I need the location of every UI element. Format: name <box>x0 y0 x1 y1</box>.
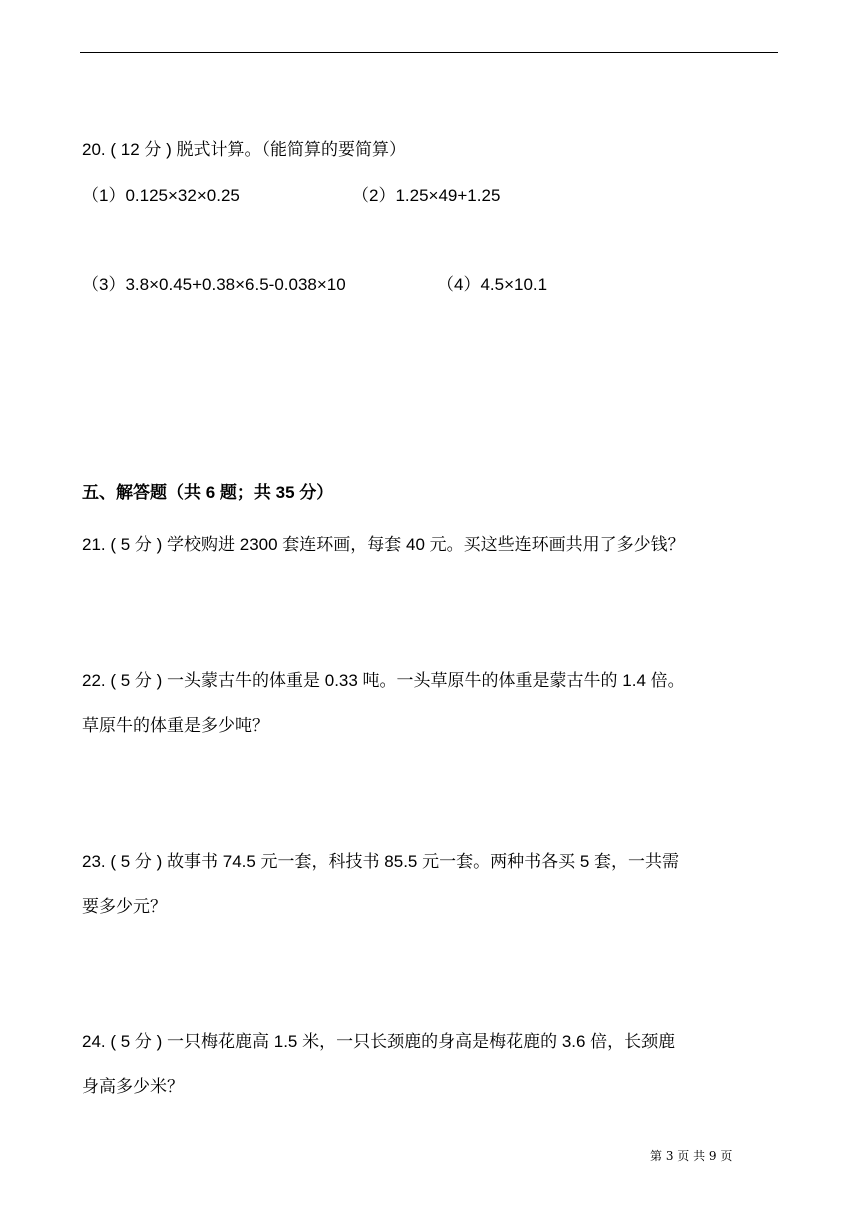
section-5-title: 五、解答题（共 6 题；共 35 分） <box>82 483 334 502</box>
question-24-line-1: 24. ( 5 分 ) 一只梅花鹿高 1.5 米，一只长颈鹿的身高是梅花鹿的 3.6 倍，长颈鹿 <box>82 1032 676 1051</box>
question-20-title: 20. ( 12 分 ) 脱式计算。（能简算的要简算） <box>82 140 406 159</box>
question-20-item-2: （2）1.25×49+1.25 <box>352 186 501 205</box>
question-21-line-1: 21. ( 5 分 ) 学校购进 2300 套连环画，每套 40 元。买这些连环画共用了多少钱？ <box>82 535 685 554</box>
question-22-line-1: 22. ( 5 分 ) 一头蒙古牛的体重是 0.33 吨。一头草原牛的体重是蒙古牛的 1.4 倍。 <box>82 671 685 690</box>
header-rule <box>80 52 778 53</box>
question-23-line-1: 23. ( 5 分 ) 故事书 74.5 元一套，科技书 85.5 元一套。两种书各买 5 套，一共需 <box>82 852 679 871</box>
question-20-item-4: （4）4.5×10.1 <box>437 275 548 294</box>
question-23-line-2: 要多少元？ <box>82 897 167 916</box>
question-20-item-1: （1）0.125×32×0.25 <box>82 186 240 205</box>
question-22-line-2: 草原牛的体重是多少吨？ <box>82 716 269 735</box>
question-24-line-2: 身高多少米？ <box>82 1077 184 1096</box>
page-number: 第 3 页 共 9 页 <box>650 1149 733 1163</box>
question-20-item-3: （3）3.8×0.45+0.38×6.5-0.038×10 <box>82 275 346 294</box>
